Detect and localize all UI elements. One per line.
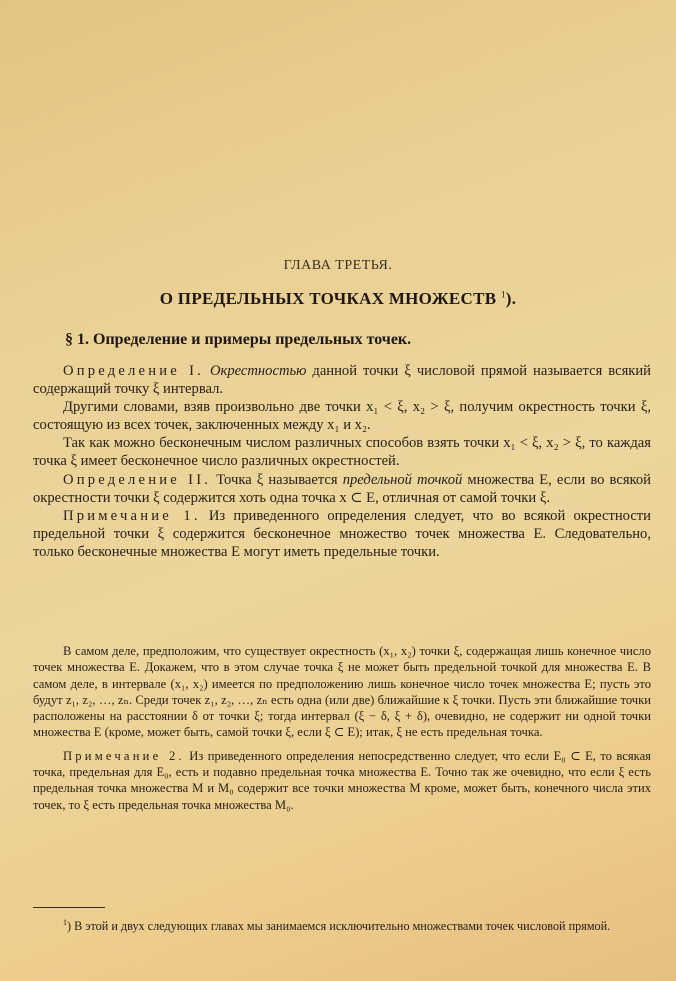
definition-2-label: Определение II. [63,471,212,488]
definition-2-pre: Точка ξ называется [211,471,343,488]
note-2 [33,748,651,813]
chapter-title-end: ). [505,289,517,308]
note-1-text: Из приведенного определения следует, что во всякой окрестности предельной точки ξ содержится бесконечное множество точек множества E. Следовательно, только бесконечные множества E могут иметь предельные точки. [33,507,651,560]
note-1 [33,507,651,561]
paragraph-infinite-neighborhoods: Так как можно бесконечным числом различных способов взять точки x₁ < ξ, x₂ > ξ, то каждая точка ξ имеет бесконечное число различных окрестностей. [33,435,651,470]
paragraph-neighborhood: Другими словами, взяв произвольно две точки x₁ < ξ, x₂ > ξ, получим окрестность точки ξ, состоящую из всех точек, заключенных между x₁ и x₂. [33,399,651,434]
note-1-label: Примечание 1. [63,507,201,524]
chapter-title [0,289,676,309]
definition-1-term: Окрестностью [209,363,307,379]
definition-1-label: Определение I. [63,363,204,379]
footnote [33,915,651,934]
section-title: § 1. Определение и примеры предельных точек. [65,331,412,348]
note-2-text: Из приведенного определения непосредственно следует, что если E₀ ⊂ E, то всякая точка, предельная для E₀, есть и подавно предельная точка множества E. Точно так же очевидно, что если ξ есть предельная точка множества M и M₀ содержит все точки множества M кроме, может быть, конечного числа этих точек, то ξ есть предельная точка множества M₀. [33,748,651,812]
chapter-title-text: О ПРЕДЕЛЬНЫХ ТОЧКАХ МНОЖЕСТВ [159,289,497,308]
definition-2-text: множества E, если во всякой окрестности точки ξ содержится хоть одна точка x ⊂ E, отличная от самой точки ξ. [33,471,651,506]
definition-2-term: предельной точкой [342,471,463,488]
footnote-divider [33,907,105,908]
note-2-label: Примечание 2. [63,748,185,763]
footnote-mark: 1 [63,918,67,927]
proof-text [33,643,651,813]
definition-1 [33,362,651,398]
definition-2 [33,471,651,507]
proof-paragraph: В самом деле, предположим, что существует окрестность (x₁, x₂) точки ξ, содержащая лишь конечное число точек множества E. Докажем, что в этом случае точка ξ не может быть предельной точкой для множества E. В самом деле, в интервале (x₁, x₂) имеется по предположению лишь конечное число точек множества E; пусть это будут z₁, z₂, …, zₙ. Среди точек z₁, z₂, …, zₙ есть одна (или две) ближайшие к ξ точки. Пусть эти ближайшие точки расположены на расстоянии δ от точки ξ; тогда интервал (ξ − δ, ξ + δ), очевидно, не содержит ни одной точки множества E (кроме, может быть, самой точки ξ, если ξ ⊂ E); итак, ξ не есть предельная точка. [33,644,651,740]
footnote-reference: 1 [500,289,506,300]
definition-1-text: данной точки ξ числовой прямой называется всякий содержащий точку ξ интервал. [33,363,651,398]
footnote-text: ) В этой и двух следующих главах мы занимаемся исключительно множествами точек числовой прямой. [67,919,611,934]
main-text [33,362,651,561]
chapter-label: ГЛАВА ТРЕТЬЯ. [283,258,393,273]
